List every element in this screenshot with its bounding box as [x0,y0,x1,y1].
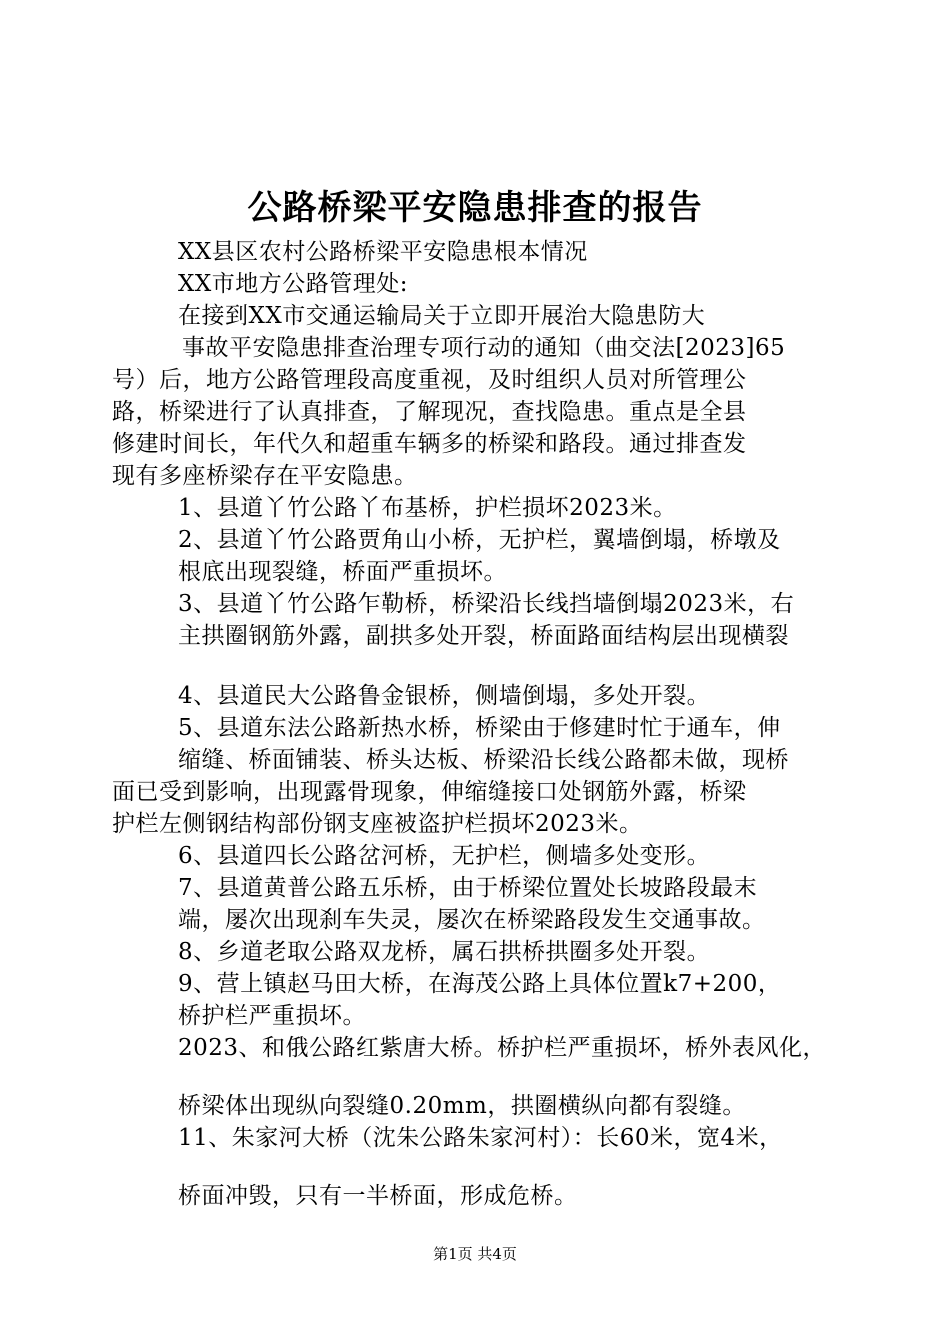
text-line: 号）后，地方公路管理段高度重视，及时组织人员对所管理公 [112,367,747,393]
text-line: 根底出现裂缝，桥面严重损坏。 [178,559,507,585]
text-line: 3、县道丫竹公路乍勒桥，桥梁沿长线挡墙倒塌2023米，右 [178,591,795,617]
text-line: 缩缝、桥面铺装、桥头达板、桥梁沿长线公路都未做，现桥 [178,747,789,773]
text-line: 5、县道东法公路新热水桥，桥梁由于修建时忙于通车，伸 [178,715,781,741]
text-line: 桥梁体出现纵向裂缝0.20mm，拱圈横纵向都有裂缝。 [178,1093,746,1119]
text-line: 4、县道民大公路鲁金银桥，侧墙倒塌，多处开裂。 [178,683,711,709]
text-line: 现有多座桥梁存在平安隐患。 [112,463,418,489]
text-line: 1、县道丫竹公路丫布基桥，护栏损坏2023米。 [178,495,677,521]
text-line: 路，桥梁进行了认真排查，了解现况，查找隐患。重点是全县 [112,399,747,425]
text-line: 9、营上镇赵马田大桥，在海茂公路上具体位置k7+200， [178,971,782,997]
text-line: 2、县道丫竹公路贾角山小桥，无护栏，翼墙倒塌，桥墩及 [178,527,781,553]
text-line: 8、乡道老取公路双龙桥，属石拱桥拱圈多处开裂。 [178,939,711,965]
text-line: 主拱圈钢筋外露，副拱多处开裂，桥面路面结构层出现横裂 [178,623,789,649]
text-line: 事故平安隐患排查治理专项行动的通知（曲交法[2023]65 [182,335,786,361]
text-line: 端，屡次出现刹车失灵，屡次在桥梁路段发生交通事故。 [178,907,766,933]
text-line: 桥面冲毁，只有一半桥面，形成危桥。 [178,1183,578,1209]
text-line: XX市地方公路管理处: [178,271,408,297]
document-title: 公路桥梁平安隐患排查的报告 [247,188,703,228]
page-number-footer: 第1页 共4页 [433,1245,517,1263]
text-line: 7、县道黄普公路五乐桥，由于桥梁位置处长坡路段最末 [178,875,758,901]
text-line: 修建时间长，年代久和超重车辆多的桥梁和路段。通过排查发 [112,431,747,457]
text-line: 桥护栏严重损坏。 [178,1003,366,1029]
text-line: 护栏左侧钢结构部份钢支座被盗护栏损坏2023米。 [112,811,643,837]
text-line: 2023、和俄公路红紫唐大桥。桥护栏严重损坏，桥外表风化， [178,1035,827,1061]
text-line: 6、县道四长公路岔河桥，无护栏，侧墙多处变形。 [178,843,711,869]
text-line: XX县区农村公路桥梁平安隐患根本情况 [178,239,588,265]
text-line: 面已受到影响，出现露骨现象，伸缩缝接口处钢筋外露，桥梁 [112,779,747,805]
text-line: 在接到XX市交通运输局关于立即开展治大隐患防大 [178,303,706,329]
text-line: 11、朱家河大桥（沈朱公路朱家河村）：长60米，宽4米， [178,1125,783,1151]
